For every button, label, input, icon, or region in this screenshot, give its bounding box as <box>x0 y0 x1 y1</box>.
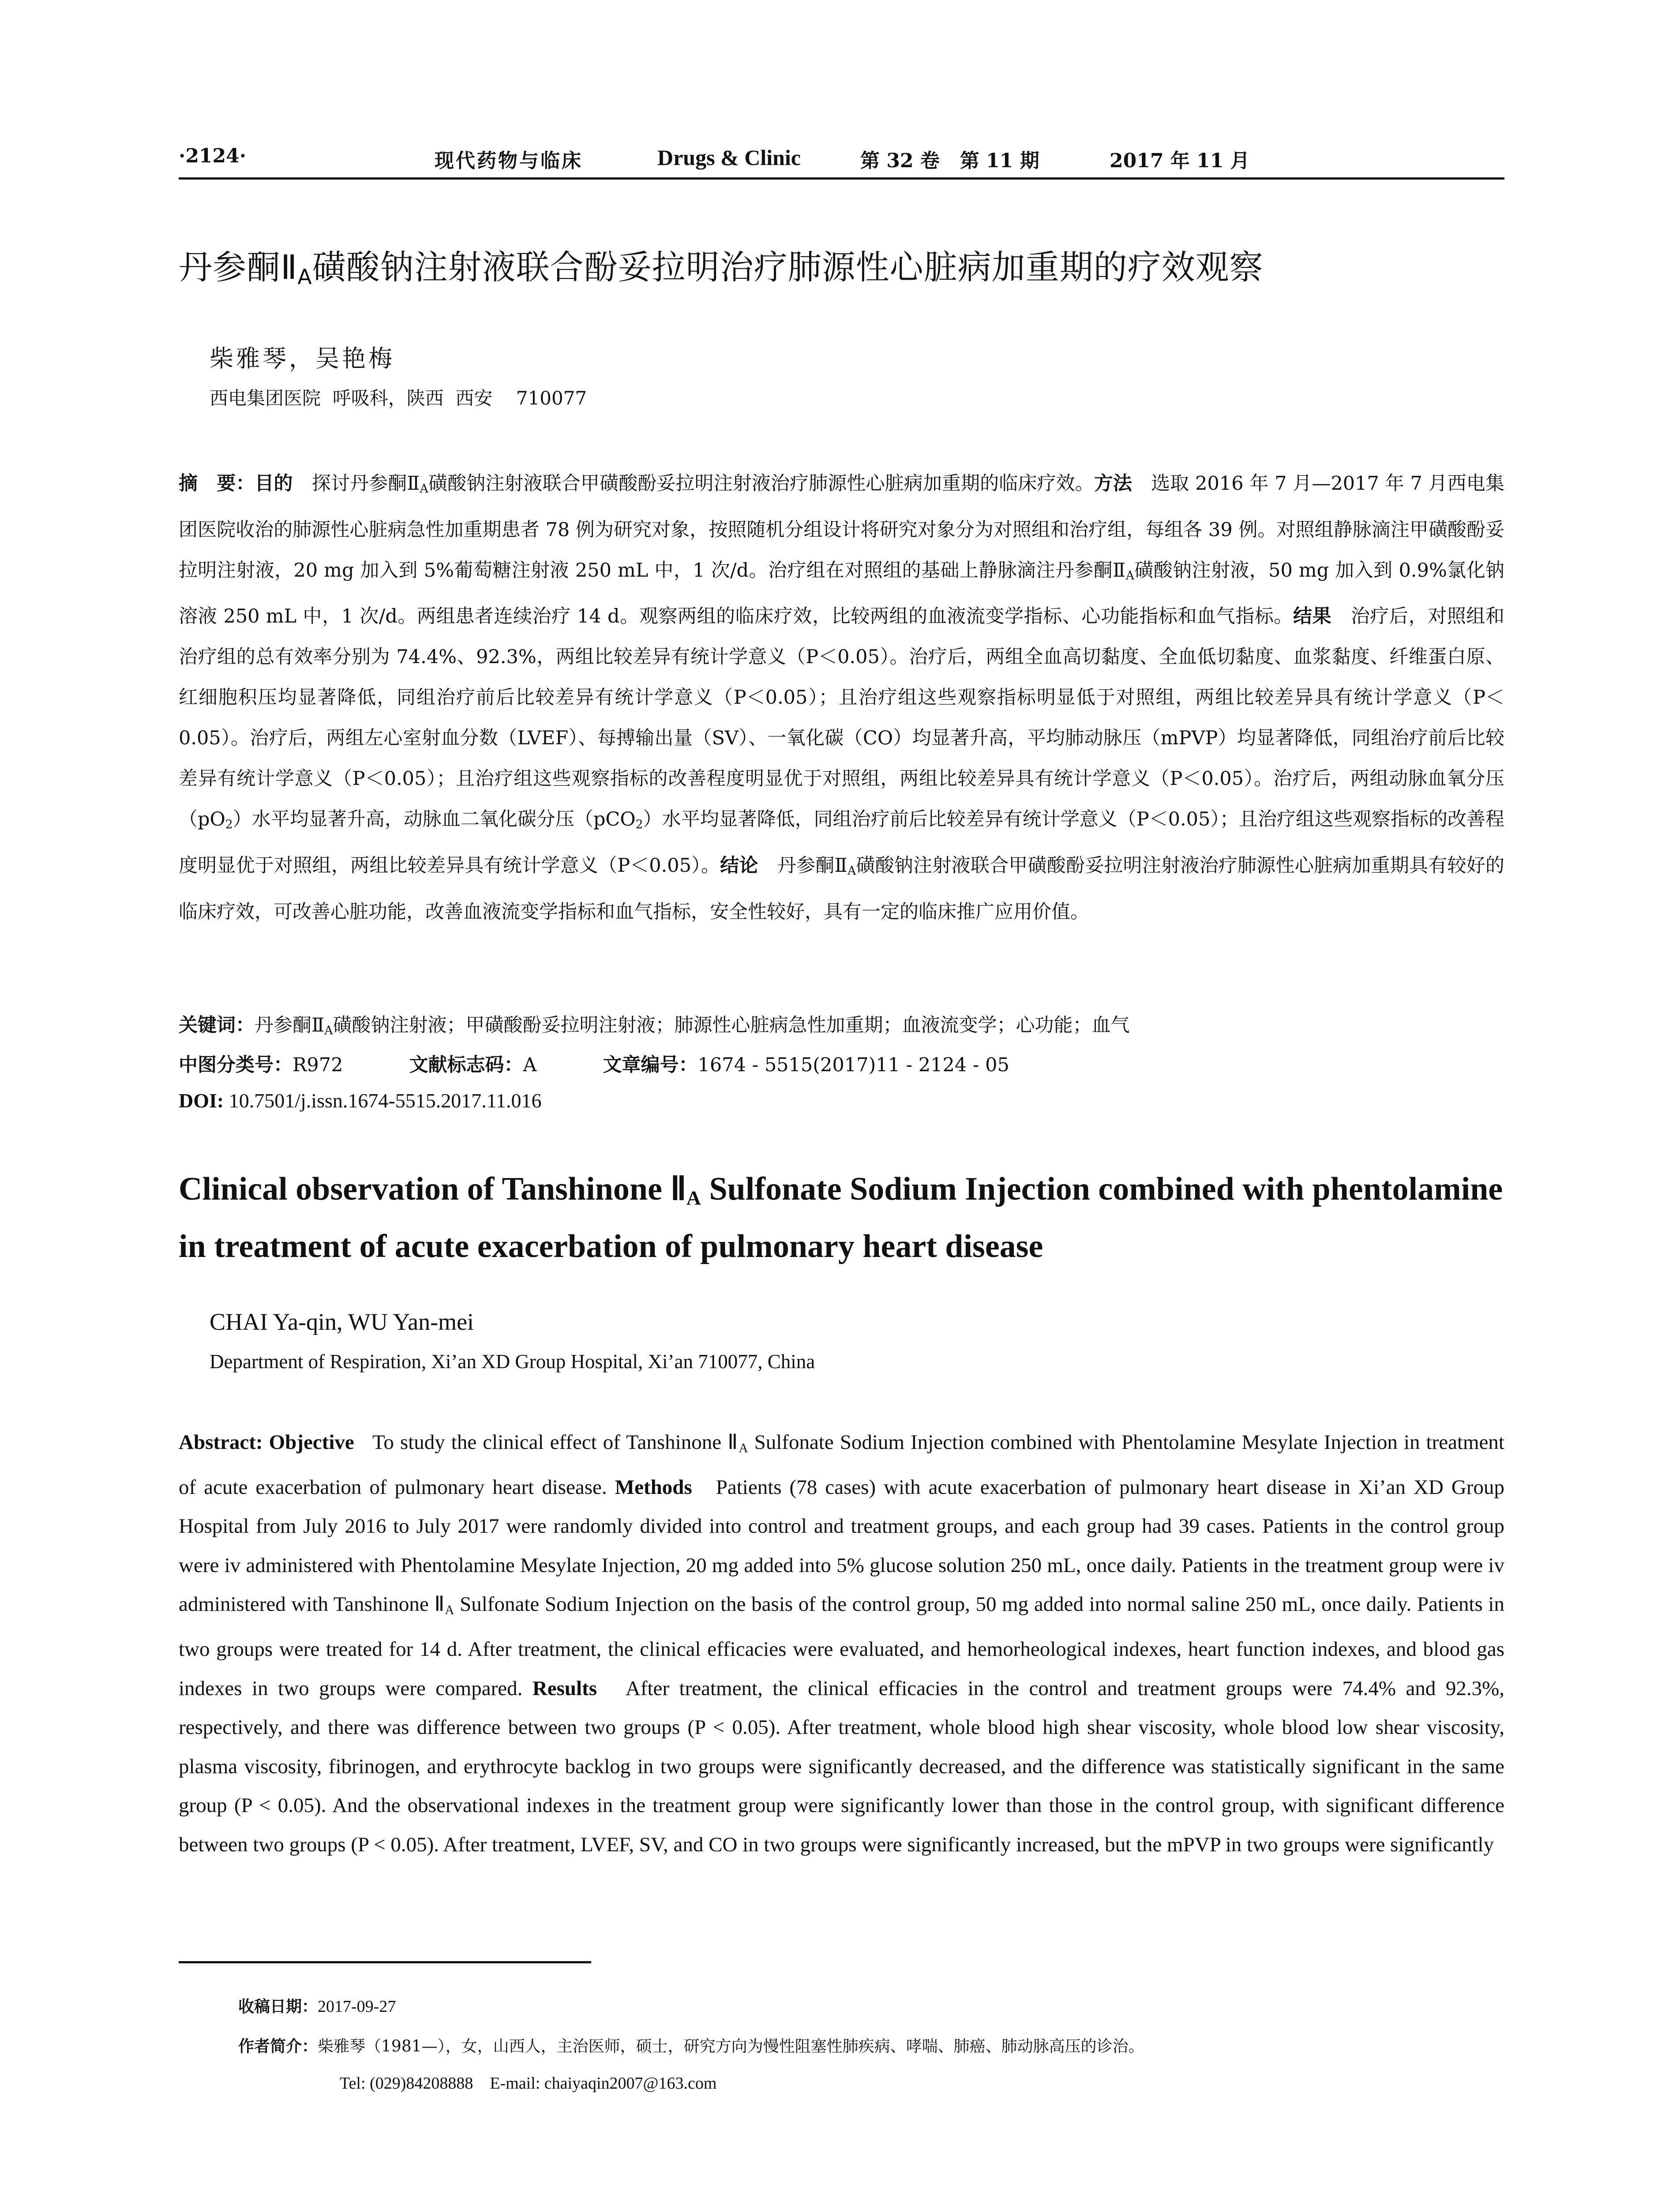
keywords-text: 磺酸钠注射液；甲磺酸酚妥拉明注射液；肺源性心脏病急性加重期；血液流变学；心功能；血气 <box>333 1014 1130 1036</box>
keywords-label: 关键词： <box>179 1014 255 1036</box>
subscript: A <box>445 1603 454 1617</box>
cn-authors: 柴雅琴，吴艳梅 <box>210 345 395 372</box>
subscript: A <box>739 1441 748 1456</box>
cn-methods-label: 方法 <box>1094 473 1132 495</box>
received-value: 2017-09-27 <box>318 1997 396 2016</box>
en-title-part: Clinical observation of Tanshinone Ⅱ <box>179 1171 686 1207</box>
cn-affiliation: 西电集团医院 呼吸科，陕西 西安 710077 <box>210 387 587 409</box>
cn-abstract-text: 磺酸钠注射液，50 mg 加入到 0.9%氯化钠溶液 250 mL 中，1 次/d。两组患者连续治疗 14 d。观察两组的临床疗效，比较两组的血液流变学指标、心功能指标和血气指标。 <box>179 559 1505 628</box>
doi-line <box>179 1089 542 1112</box>
doi-value: 10.7501/j.issn.1674-5515.2017.11.016 <box>224 1089 542 1112</box>
cn-abstract-text: ）水平均显著降低，同组治疗前后比较差异有统计学意义（P＜0.05）；且治疗组这些观察指标的改善程度明显优于对照组，两组比较差异具有统计学意义（P＜0.05）。 <box>179 808 1504 877</box>
en-abstract <box>179 1423 1510 1864</box>
cn-title-part: 磺酸钠注射液联合酚妥拉明治疗肺源性心脏病加重期的疗效观察 <box>312 248 1264 287</box>
received-date <box>238 1994 396 2017</box>
author-bio-text: 柴雅琴（1981—），女，山西人，主治医师，硕士，研究方向为慢性阻塞性肺疾病、哮喘、肺癌、肺动脉高压的诊治。 <box>318 2037 1144 2056</box>
subscript: A <box>420 482 428 496</box>
keywords-text: 丹参酮Ⅱ <box>255 1014 325 1036</box>
en-abstract-text: Patients (78 cases) with acute exacerbation of pulmonary heart disease in Xi’an XD Group Hospital from July 2016 to July 2017 were randomly divided into control and treatment groups, and each group had 39 cases. Patients in the control group were iv administered with Phentolamine Mesylate Injection, 20 mg added into 5% glucose solution 250 mL, once daily. Patients in the treatment group were iv administered with Tanshinone Ⅱ <box>179 1475 1510 1616</box>
en-affiliation: Department of Respiration, Xi’an XD Group Hospital, Xi’an 710077, China <box>210 1351 815 1373</box>
en-objective-label: Objective <box>269 1431 354 1454</box>
cn-article-title <box>179 240 1504 289</box>
cn-abstract-text: 磺酸钠注射液联合甲磺酸酚妥拉明注射液治疗肺源性心脏病加重期的临床疗效。 <box>428 473 1094 495</box>
en-abstract-text: To study the clinical effect of Tanshinone Ⅱ <box>354 1431 739 1454</box>
footnote-divider <box>179 1961 591 1963</box>
running-header <box>179 140 1504 180</box>
doi-label: DOI: <box>179 1089 224 1112</box>
doc-code-value: A <box>523 1054 537 1076</box>
journal-name-cn: 现代药物与临床 <box>435 150 583 172</box>
en-methods-label: Methods <box>615 1475 692 1499</box>
en-title-subscript: A <box>686 1186 701 1209</box>
subscript: A <box>847 864 856 878</box>
cn-conclusion-label: 结论 <box>720 854 758 877</box>
cn-results-label: 结果 <box>1293 605 1332 628</box>
cn-keywords <box>179 1010 1130 1038</box>
cn-abstract <box>179 463 1504 932</box>
en-article-title <box>179 1165 1504 1271</box>
en-abstract-label: Abstract: <box>179 1431 263 1454</box>
cn-abstract-label: 摘 要： <box>179 473 255 495</box>
en-abstract-text: After treatment, the clinical efficacies in the control and treatment groups were 74.4% and 92.3%, respectively, and there was difference between two groups (P < 0.05). After treatment, whole blood high shear viscosity, whole blood low shear viscosity, plasma viscosity, fibrinogen, and erythrocyte backlog in two groups were significantly decreased, and the difference was statistically significant in the same group (P < 0.05). And the observational indexes in the treatment group were significantly lower than those in the control group, with significant difference between two groups (P < 0.05). After treatment, LVEF, SV, and CO in two groups were significantly increased, but the mPVP in two groups were significantly <box>179 1677 1510 1856</box>
cn-title-part: 丹参酮Ⅱ <box>179 248 298 287</box>
cn-abstract-text: 磺酸钠注射液联合甲磺酸酚妥拉明注射液治疗肺源性心脏病加重期具有较好的临床疗效，可改善心脏功能，改善血液流变学指标和血气指标，安全性较好，具有一定的临床推广应用价值。 <box>179 854 1505 923</box>
clc-value: R972 <box>292 1054 343 1076</box>
en-authors: CHAI Ya-qin, WU Yan-mei <box>210 1309 474 1335</box>
article-number-value: 1674 - 5515(2017)11 - 2124 - 05 <box>698 1054 1009 1076</box>
author-bio <box>238 2034 1144 2056</box>
subscript: A <box>1125 569 1134 583</box>
received-label: 收稿日期： <box>238 1998 318 2016</box>
author-bio-label: 作者简介： <box>238 2037 318 2056</box>
doc-code-label: 文献标志码： <box>409 1054 523 1076</box>
classification-line <box>179 1050 1009 1077</box>
author-contact: Tel: (029)84208888 E-mail: chaiyaqin2007@163.com <box>340 2074 717 2093</box>
cn-abstract-text: 治疗后，对照组和治疗组的总有效率分别为 74.4%、92.3%，两组比较差异有统计学意义（P＜0.05）。治疗后，两组全血高切黏度、全血低切黏度、血浆黏度、纤维蛋白原、红细胞积压均显著降低，同组治疗前后比较差异有统计学意义（P＜0.05）；且治疗组这些观察指标明显低于对照组，两组比较差异具有统计学意义（P＜0.05）。治疗后，两组左心室射血分数（LVEF）、每搏输出量（SV）、一氧化碳（CO）均显著升高，平均肺动脉压（mPVP）均显著降低，同组治疗前后比较差异有统计学意义（P＜0.05）；且治疗组这些观察指标的改善程度明显优于对照组，两组比较差异具有统计学意义（P＜0.05）。治疗后，两组动脉血氧分压（pO <box>179 605 1505 831</box>
cn-title-subscript: A <box>297 265 312 289</box>
cn-abstract-text: ）水平均显著升高，动脉血二氧化碳分压（pCO <box>232 808 636 831</box>
subscript: 2 <box>225 818 233 832</box>
cn-abstract-text: 丹参酮Ⅱ <box>758 854 848 877</box>
clc-label: 中图分类号： <box>179 1054 292 1076</box>
en-abstract-text: Sulfonate Sodium Injection combined with Phentolamine Mesylate Injection in treatment of acute exacerbation of pulmonary heart disease. <box>179 1431 1504 1499</box>
subscript: 2 <box>635 818 643 832</box>
journal-name-en: Drugs & Clinic <box>657 145 801 170</box>
en-title-part: Sulfonate Sodium Injection combined with phentolamine in treatment of acute exacerbation of pulmonary heart disease <box>179 1171 1503 1265</box>
cn-objective-label: 目的 <box>255 473 293 495</box>
en-results-label: Results <box>532 1677 597 1700</box>
en-abstract-text: Sulfonate Sodium Injection on the basis of the control group, 50 mg added into normal saline 250 mL, once daily. Patients in two groups were treated for 14 d. After treatment, the clinical efficacies were evaluated, and hemorheological indexes, heart function indexes, and blood gas indexes in two groups were compared. <box>179 1593 1504 1700</box>
page-number: ·2124· <box>179 145 247 167</box>
cn-abstract-text: 探讨丹参酮Ⅱ <box>292 473 420 495</box>
volume-issue: 第 32 卷 第 11 期 <box>860 150 1039 172</box>
cn-abstract-text: 选取 2016 年 7 月—2017 年 7 月西电集团医院收治的肺源性心脏病急性加重期患者 78 例为研究对象，按照随机分组设计将研究对象分为对照组和治疗组，每组各 39 例。对照组静脉滴注甲磺酸酚妥拉明注射液，20 mg 加入到 5%葡萄糖注射液 250 mL 中，1 次/d。治疗组在对照组的基础上静脉滴注丹参酮Ⅱ <box>179 473 1505 582</box>
article-number-label: 文章编号： <box>603 1054 698 1076</box>
issue-date: 2017 年 11 月 <box>1110 150 1250 172</box>
subscript: A <box>324 1024 333 1038</box>
